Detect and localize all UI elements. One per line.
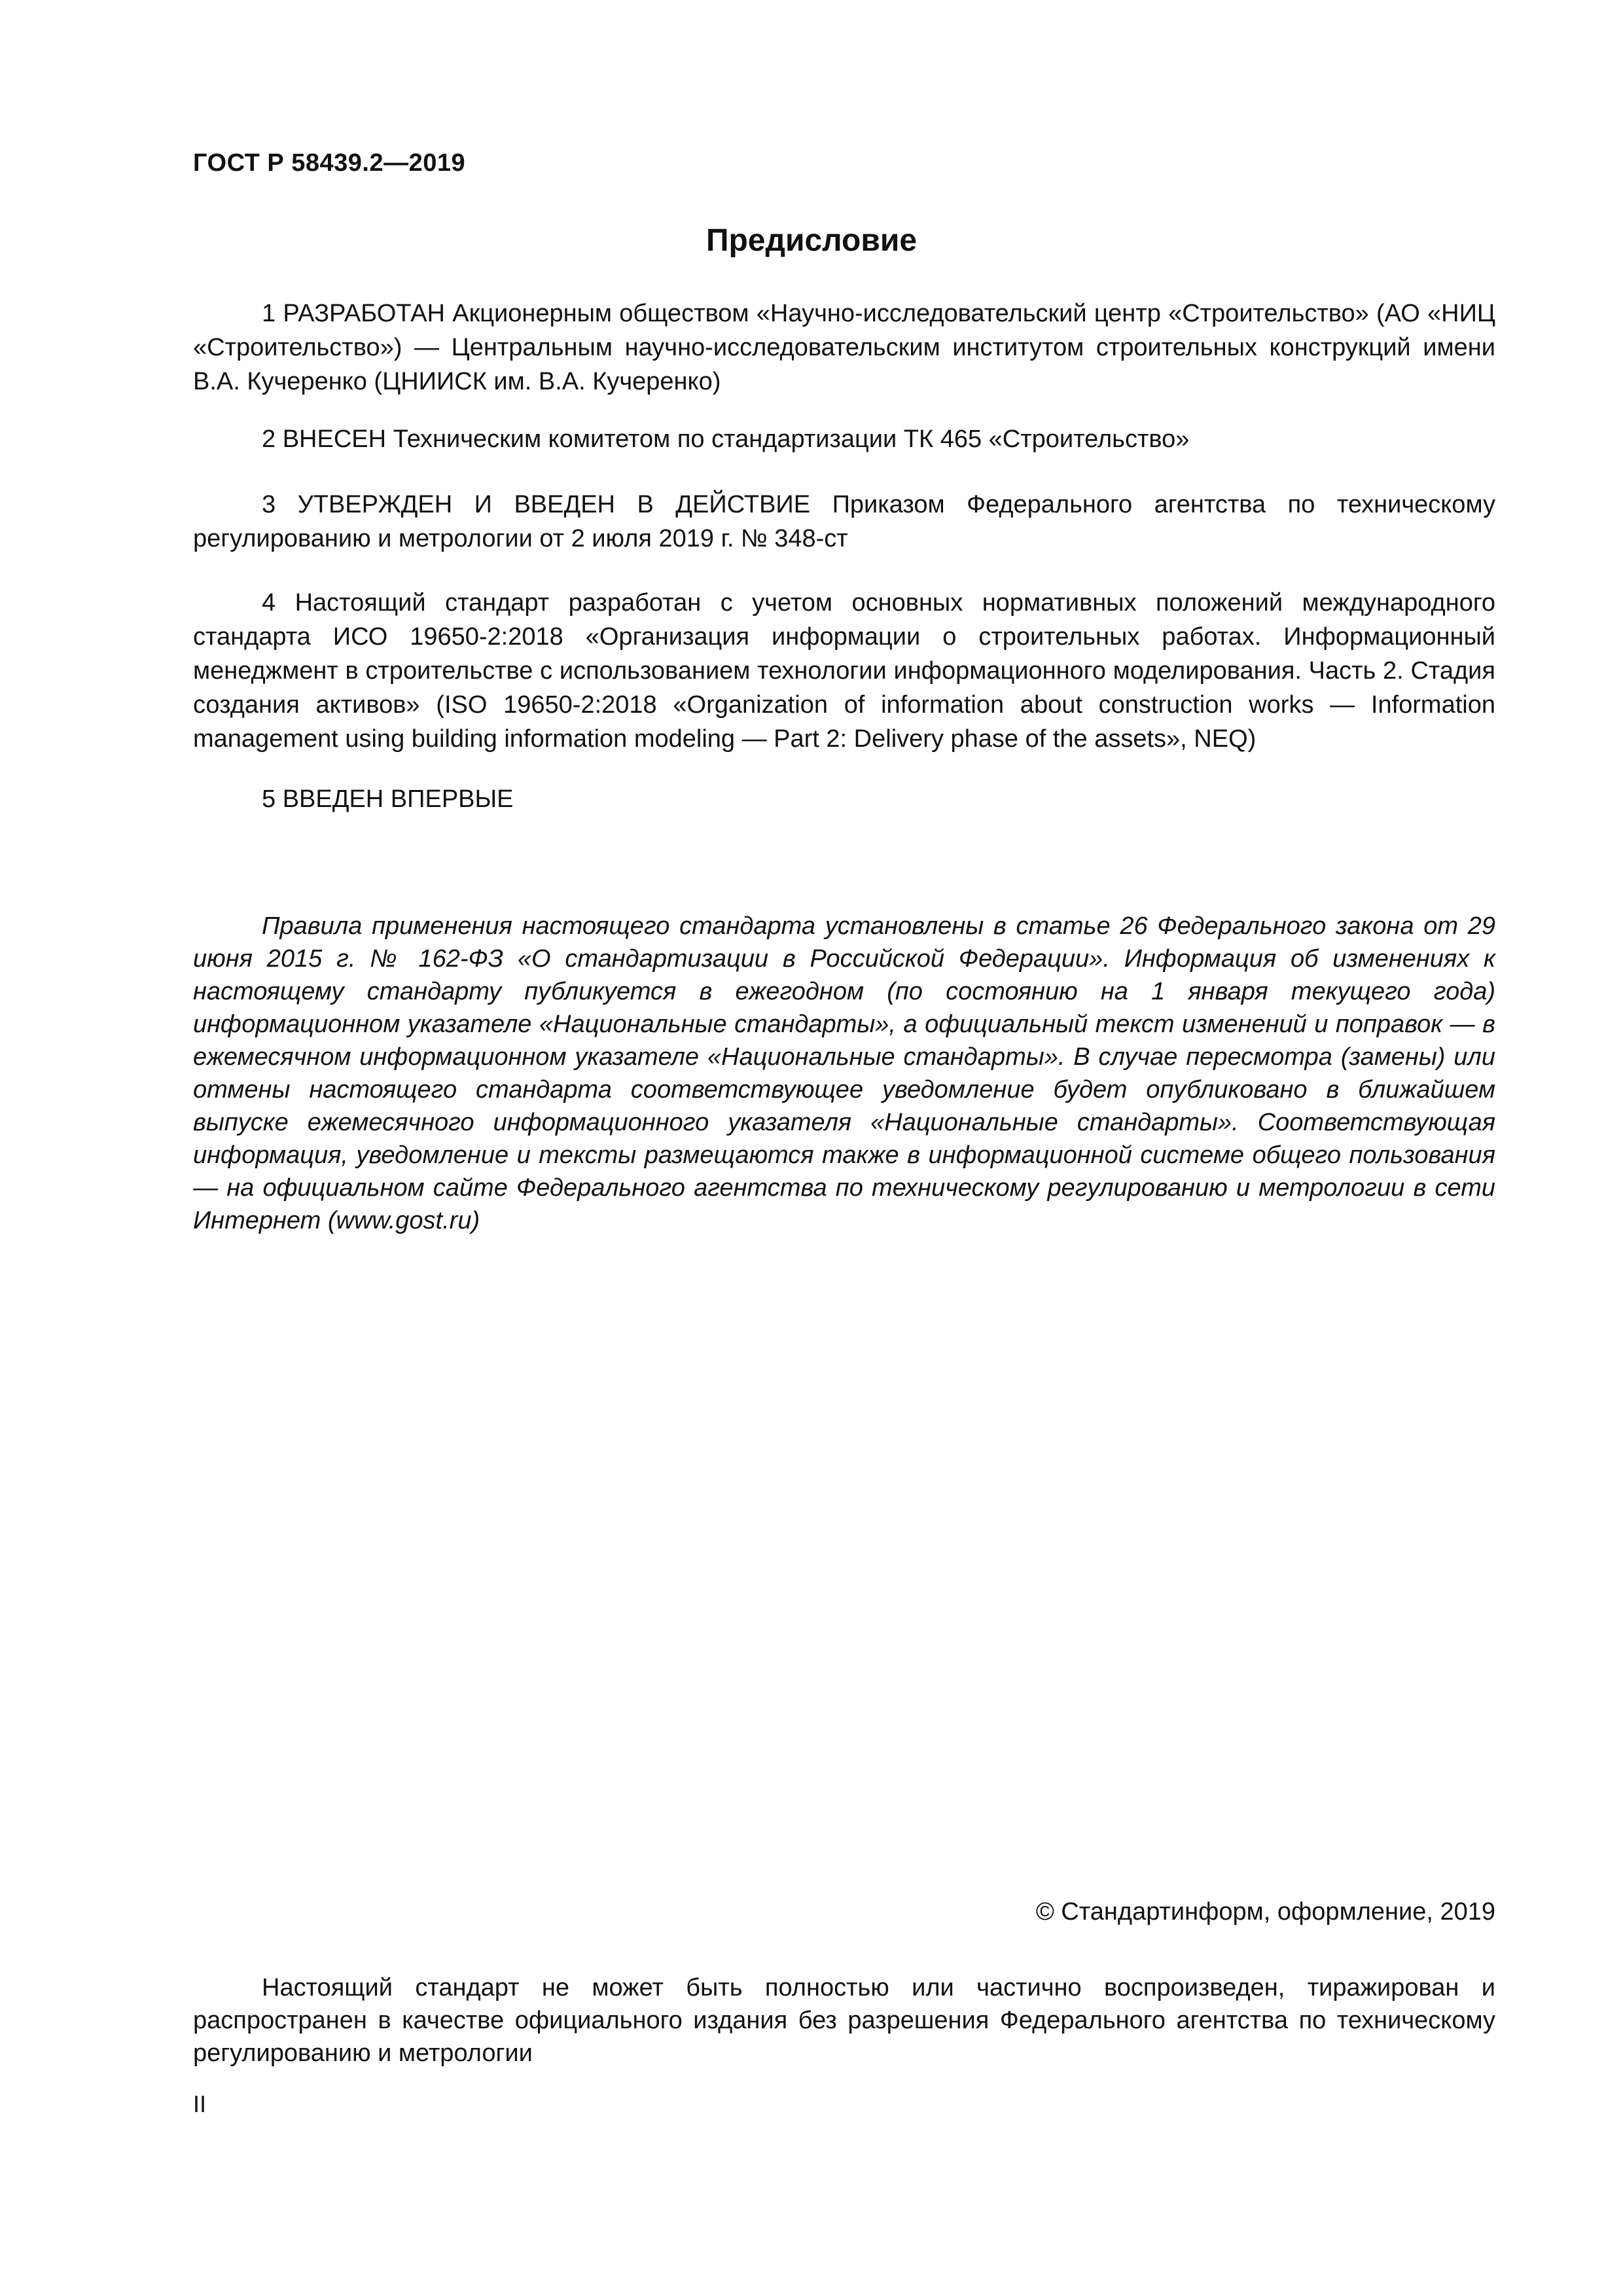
page-title: Предисловие [705, 223, 918, 258]
foreword-item-1: 1 РАЗРАБОТАН Акционерным обществом «Научно-исследовательский центр «Строительство» (АО «НИЦ «Строительство») — Центральным научно-исследовательским институтом строительных конструкций имени В.А. Кучеренко (ЦНИИСК им. В.А. Кучеренко) [193, 300, 1495, 395]
copyright-line: © Стандартинформ, оформление, 2019 [1035, 1898, 1495, 1926]
reproduction-notice: Настоящий стандарт не может быть полностью или частично воспроизведен, тиражирован и распространен в качестве официального издания без разрешения Федерального агентства по техническому регулированию и метрологии [193, 1974, 1495, 2067]
page-number: II [193, 2090, 207, 2117]
foreword-item-2: 2 ВНЕСЕН Техническим комитетом по стандартизации ТК 465 «Строительство» [262, 425, 1190, 453]
foreword-item-5: 5 ВВЕДЕН ВПЕРВЫЕ [262, 785, 514, 813]
document-code: ГОСТ Р 58439.2—2019 [193, 149, 466, 177]
foreword-item-4: 4 Настоящий стандарт разработан с учетом основных нормативных положений международного стандарта ИСО 19650-2:2018 «Организация информации о строительных работах. Информационный менеджмент в строительстве с использованием технологии информационного моделирования. Часть 2. Стадия создания активов» (ISO 19650-2:2018 «Organization of information about construction works — Information management using building information modeling — Part 2: Delivery phase of the assets», NEQ) [193, 589, 1495, 753]
rules-notice: Правила применения настоящего стандарта установлены в статье 26 Федерального закона от 29 июня 2015 г. № 162-ФЗ «О стандартизации в Российской Федерации». Информация об изменениях к настоящему стандарту публикуется в ежегодном (по состоянию на 1 января текущего года) информационном указателе «Национальные стандарты», а официальный текст изменений и поправок — в ежемесячном информационном указателе «Национальные стандарты». В случае пересмотра (замены) или отмены настоящего стандарта соответствующее уведомление будет опубликовано в ближайшем выпуске ежемесячного информационного указателя «Национальные стандарты». Соответствующая информация, уведомление и тексты размещаются также в информационной системе общего пользования — на официальном сайте Федерального агентства по техническому регулированию и метрологии в сети Интернет (www.gost.ru) [193, 912, 1495, 1234]
foreword-item-3: 3 УТВЕРЖДЕН И ВВЕДЕН В ДЕЙСТВИЕ Приказом Федерального агентства по техническому регулированию и метрологии от 2 июля 2019 г. № 348-ст [193, 491, 1495, 552]
